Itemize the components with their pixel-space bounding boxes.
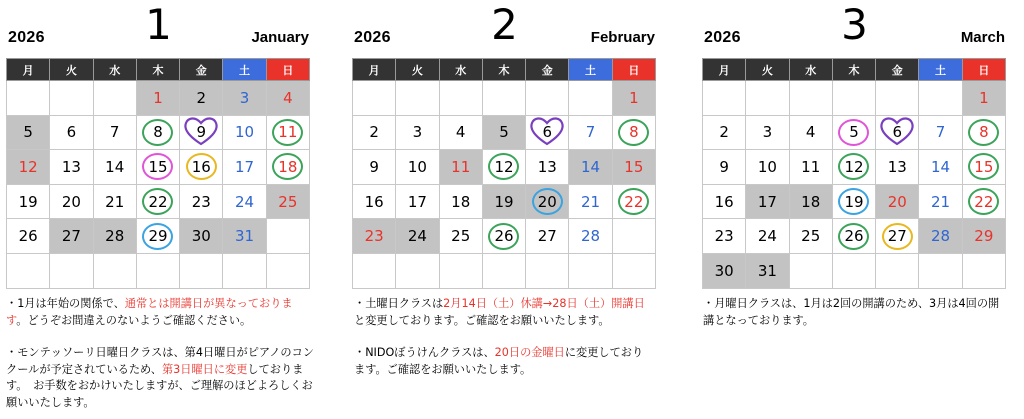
day-number: 15 xyxy=(148,157,168,176)
day-number: 7 xyxy=(585,123,596,142)
week-row xyxy=(703,81,1006,116)
note-text: ・NIDOぼうけんクラスは、 xyxy=(354,346,495,359)
week-row xyxy=(703,219,1006,254)
day-number: 6 xyxy=(66,123,77,142)
day-number: 1 xyxy=(629,88,639,107)
day-cell xyxy=(569,150,612,185)
day-cell xyxy=(919,81,962,116)
month-name: March xyxy=(960,29,1005,46)
day-cell xyxy=(353,150,396,185)
day-cell xyxy=(876,184,919,219)
day-cell xyxy=(789,115,832,150)
day-cell xyxy=(919,219,962,254)
day-cell xyxy=(266,184,309,219)
day-number: 24 xyxy=(235,192,255,211)
day-number: 12 xyxy=(844,157,864,176)
day-cell xyxy=(703,81,746,116)
day-cell xyxy=(919,115,962,150)
day-cell xyxy=(876,219,919,254)
day-number: 19 xyxy=(494,192,514,211)
day-cell xyxy=(569,253,612,288)
day-cell xyxy=(353,253,396,288)
day-cell xyxy=(703,253,746,288)
day-number: 18 xyxy=(451,192,471,211)
week-row xyxy=(703,184,1006,219)
day-cell xyxy=(612,253,655,288)
weekday-header: 火 xyxy=(50,59,93,81)
week-row xyxy=(353,184,656,219)
week-row xyxy=(7,150,310,185)
day-number: 30 xyxy=(714,261,734,280)
day-cell xyxy=(703,115,746,150)
day-cell xyxy=(569,184,612,219)
day-number: 2 xyxy=(719,123,729,142)
day-cell xyxy=(266,150,309,185)
day-cell xyxy=(919,150,962,185)
day-number: 9 xyxy=(369,157,379,176)
week-row xyxy=(7,219,310,254)
day-cell xyxy=(962,115,1005,150)
day-number: 14 xyxy=(105,157,125,176)
day-number: 17 xyxy=(407,192,427,211)
day-cell xyxy=(266,219,309,254)
weekday-header: 日 xyxy=(266,59,309,81)
day-cell xyxy=(353,115,396,150)
day-number: 12 xyxy=(18,157,38,176)
day-cell xyxy=(482,219,525,254)
note-paragraph xyxy=(354,345,650,378)
day-cell xyxy=(612,115,655,150)
day-cell xyxy=(223,253,266,288)
day-number: 14 xyxy=(931,157,951,176)
day-cell xyxy=(962,219,1005,254)
day-number: 16 xyxy=(364,192,384,211)
day-cell xyxy=(569,115,612,150)
day-cell xyxy=(703,219,746,254)
day-cell xyxy=(439,115,482,150)
day-number: 13 xyxy=(61,157,81,176)
day-cell xyxy=(136,219,179,254)
weekday-header: 日 xyxy=(612,59,655,81)
day-cell xyxy=(703,150,746,185)
day-cell xyxy=(439,81,482,116)
day-cell xyxy=(7,115,50,150)
day-cell xyxy=(223,81,266,116)
notes-january xyxy=(6,296,314,419)
day-cell xyxy=(7,150,50,185)
note-text: 。どうぞお間違えのないようご確認ください。 xyxy=(16,313,252,327)
weekday-header: 土 xyxy=(223,59,266,81)
day-number: 15 xyxy=(624,157,644,176)
day-cell xyxy=(482,253,525,288)
calendar-grid xyxy=(352,58,656,289)
day-cell xyxy=(832,184,875,219)
note-text: と変更しております。ご確認をお願いいたします。 xyxy=(354,313,610,327)
note-text: ・月曜日クラスは、1月は2回の開講のため、3月は4回の開講となっております。 xyxy=(703,297,1000,327)
note-highlight: 第3日曜日に変更 xyxy=(161,362,248,376)
day-cell xyxy=(50,184,93,219)
day-cell xyxy=(93,81,136,116)
week-row xyxy=(353,115,656,150)
day-cell xyxy=(439,219,482,254)
day-cell xyxy=(223,115,266,150)
week-row xyxy=(353,219,656,254)
day-cell xyxy=(746,219,789,254)
day-number: 21 xyxy=(105,192,125,211)
note-highlight: 通常とは開講日が異なってお xyxy=(124,297,271,310)
day-cell xyxy=(353,219,396,254)
day-number: 9 xyxy=(719,157,729,176)
note-text: ・モンテッソーリ日曜日クラスは、第4日曜日がピアノのコンクールが予定されているため、 xyxy=(6,346,314,376)
day-cell xyxy=(746,253,789,288)
day-number: 8 xyxy=(629,123,639,142)
day-cell xyxy=(7,253,50,288)
day-number: 1 xyxy=(153,88,163,107)
day-cell xyxy=(353,81,396,116)
day-cell xyxy=(93,253,136,288)
day-number: 22 xyxy=(974,192,994,211)
day-cell xyxy=(876,253,919,288)
month-name: February xyxy=(590,29,655,46)
day-number: 17 xyxy=(235,157,255,176)
day-cell xyxy=(526,115,569,150)
day-cell xyxy=(266,81,309,116)
day-cell xyxy=(962,253,1005,288)
year-label: 2026 xyxy=(354,29,391,46)
day-cell xyxy=(7,81,50,116)
weekday-header: 土 xyxy=(569,59,612,81)
day-number: 22 xyxy=(624,192,644,211)
day-cell xyxy=(396,150,439,185)
day-cell xyxy=(832,253,875,288)
day-number: 21 xyxy=(581,192,601,211)
day-cell xyxy=(223,219,266,254)
note-highlight: 20日の金曜日 xyxy=(494,346,565,359)
week-row xyxy=(353,81,656,116)
week-row xyxy=(353,150,656,185)
weekday-header: 月 xyxy=(7,59,50,81)
day-number: 19 xyxy=(18,192,38,211)
day-cell xyxy=(876,115,919,150)
calendar-march xyxy=(702,0,1007,419)
month-number: 3 xyxy=(841,0,868,49)
day-number: 24 xyxy=(407,227,427,246)
day-cell xyxy=(136,150,179,185)
week-row xyxy=(7,115,310,150)
day-number: 28 xyxy=(581,227,601,246)
day-cell xyxy=(919,184,962,219)
day-number: 10 xyxy=(235,123,255,142)
day-cell xyxy=(746,115,789,150)
day-number: 11 xyxy=(801,157,821,176)
day-number: 25 xyxy=(451,227,471,246)
week-row xyxy=(703,253,1006,288)
day-number: 18 xyxy=(278,157,298,176)
day-number: 8 xyxy=(153,123,163,142)
day-number: 21 xyxy=(931,192,951,211)
weekday-header: 水 xyxy=(93,59,136,81)
day-cell xyxy=(526,219,569,254)
day-cell xyxy=(789,150,832,185)
week-row xyxy=(703,150,1006,185)
calendar-grid xyxy=(702,58,1006,289)
day-number: 25 xyxy=(801,227,821,246)
day-cell xyxy=(180,184,223,219)
day-cell xyxy=(93,150,136,185)
weekday-header: 木 xyxy=(482,59,525,81)
day-cell xyxy=(746,150,789,185)
day-cell xyxy=(789,184,832,219)
day-number: 2 xyxy=(369,123,379,142)
day-number: 10 xyxy=(407,157,427,176)
month-number: 2 xyxy=(491,0,518,49)
day-cell xyxy=(526,184,569,219)
day-cell xyxy=(93,219,136,254)
day-cell xyxy=(832,81,875,116)
day-number: 2 xyxy=(196,88,207,107)
weekday-header: 木 xyxy=(136,59,179,81)
weekday-header: 月 xyxy=(703,59,746,81)
weekday-header: 水 xyxy=(439,59,482,81)
day-cell xyxy=(526,150,569,185)
day-cell xyxy=(136,81,179,116)
day-cell xyxy=(396,184,439,219)
year-label: 2026 xyxy=(704,29,741,46)
day-cell xyxy=(396,115,439,150)
day-number: 4 xyxy=(283,88,293,107)
weekday-header: 土 xyxy=(919,59,962,81)
note-paragraph xyxy=(703,296,1003,329)
week-row xyxy=(7,81,310,116)
day-cell xyxy=(832,150,875,185)
day-number: 24 xyxy=(757,227,777,246)
day-number: 23 xyxy=(191,192,211,211)
note-text: に変更しております。ご確認をお願いいたします。 xyxy=(354,346,644,376)
day-cell xyxy=(266,115,309,150)
day-number: 14 xyxy=(581,157,601,176)
day-number: 31 xyxy=(757,261,777,280)
note-highlight: 2月14日（土）休講→28日（土）開講日 xyxy=(443,297,645,310)
calendar-grid xyxy=(6,58,310,289)
day-number: 5 xyxy=(499,123,509,142)
month-name: January xyxy=(251,29,309,46)
day-number: 6 xyxy=(892,123,903,142)
week-row xyxy=(353,253,656,288)
weekday-header: 金 xyxy=(526,59,569,81)
year-label: 2026 xyxy=(8,29,45,46)
day-number: 9 xyxy=(196,123,207,142)
month-number: 1 xyxy=(145,0,172,49)
day-number: 8 xyxy=(979,123,989,142)
day-cell xyxy=(180,150,223,185)
day-cell xyxy=(482,150,525,185)
day-cell xyxy=(266,253,309,288)
day-number: 13 xyxy=(887,157,907,176)
note-paragraph xyxy=(6,296,314,329)
day-cell xyxy=(136,115,179,150)
day-cell xyxy=(789,253,832,288)
day-cell xyxy=(136,253,179,288)
day-number: 5 xyxy=(849,123,859,142)
day-number: 27 xyxy=(61,227,81,246)
day-number: 17 xyxy=(757,192,777,211)
day-number: 10 xyxy=(757,157,777,176)
day-cell xyxy=(93,184,136,219)
day-number: 3 xyxy=(239,88,250,107)
day-cell xyxy=(93,115,136,150)
weekday-header: 水 xyxy=(789,59,832,81)
weekday-header: 金 xyxy=(876,59,919,81)
day-number: 3 xyxy=(412,123,423,142)
day-cell xyxy=(526,253,569,288)
day-cell xyxy=(7,184,50,219)
day-number: 12 xyxy=(494,157,514,176)
day-cell xyxy=(703,184,746,219)
day-cell xyxy=(136,184,179,219)
day-cell xyxy=(396,219,439,254)
day-cell xyxy=(50,219,93,254)
day-cell xyxy=(180,253,223,288)
day-cell xyxy=(50,150,93,185)
day-number: 16 xyxy=(714,192,734,211)
day-cell xyxy=(223,150,266,185)
day-cell xyxy=(569,81,612,116)
weekday-header: 月 xyxy=(353,59,396,81)
day-cell xyxy=(180,115,223,150)
day-number: 6 xyxy=(542,123,553,142)
week-row xyxy=(703,115,1006,150)
weekday-header: 金 xyxy=(180,59,223,81)
day-number: 11 xyxy=(451,157,471,176)
day-number: 5 xyxy=(23,123,33,142)
day-cell xyxy=(526,81,569,116)
day-cell xyxy=(612,184,655,219)
day-cell xyxy=(569,219,612,254)
day-cell xyxy=(482,115,525,150)
day-number: 30 xyxy=(191,227,211,246)
day-cell xyxy=(482,81,525,116)
notes-february xyxy=(354,296,650,394)
day-number: 29 xyxy=(148,227,168,246)
note-paragraph xyxy=(6,345,314,411)
day-cell xyxy=(482,184,525,219)
day-number: 1 xyxy=(979,88,989,107)
day-cell xyxy=(612,150,655,185)
note-text: ・1月は年始の関係で、 xyxy=(6,297,125,310)
day-number: 11 xyxy=(278,123,298,142)
day-number: 4 xyxy=(805,123,816,142)
day-cell xyxy=(962,81,1005,116)
day-number: 28 xyxy=(931,227,951,246)
day-number: 22 xyxy=(148,192,168,211)
day-number: 23 xyxy=(364,227,384,246)
day-cell xyxy=(612,81,655,116)
day-number: 15 xyxy=(974,157,994,176)
day-number: 26 xyxy=(18,227,38,246)
day-cell xyxy=(396,81,439,116)
day-cell xyxy=(832,115,875,150)
day-number: 31 xyxy=(235,227,255,246)
day-number: 27 xyxy=(537,227,557,246)
day-cell xyxy=(439,184,482,219)
day-cell xyxy=(353,184,396,219)
day-cell xyxy=(439,150,482,185)
day-cell xyxy=(789,219,832,254)
weekday-header: 日 xyxy=(962,59,1005,81)
day-cell xyxy=(396,253,439,288)
week-row xyxy=(7,253,310,288)
day-number: 29 xyxy=(974,227,994,246)
note-paragraph xyxy=(354,296,650,329)
weekday-header: 火 xyxy=(746,59,789,81)
day-number: 19 xyxy=(844,192,864,211)
day-cell xyxy=(746,81,789,116)
day-cell xyxy=(612,219,655,254)
day-cell xyxy=(180,81,223,116)
day-cell xyxy=(919,253,962,288)
day-cell xyxy=(789,81,832,116)
day-number: 26 xyxy=(844,227,864,246)
day-cell xyxy=(50,81,93,116)
day-cell xyxy=(876,150,919,185)
day-number: 7 xyxy=(109,123,120,142)
day-cell xyxy=(962,184,1005,219)
week-row xyxy=(7,184,310,219)
day-number: 26 xyxy=(494,227,514,246)
note-highlight: ります xyxy=(6,297,293,327)
day-cell xyxy=(50,115,93,150)
day-cell xyxy=(439,253,482,288)
day-number: 7 xyxy=(935,123,946,142)
day-number: 16 xyxy=(191,157,211,176)
day-number: 28 xyxy=(105,227,125,246)
day-cell xyxy=(876,81,919,116)
day-cell xyxy=(223,184,266,219)
day-number: 3 xyxy=(762,123,773,142)
weekday-header: 木 xyxy=(832,59,875,81)
day-number: 20 xyxy=(887,192,907,211)
day-number: 4 xyxy=(455,123,466,142)
day-cell xyxy=(180,219,223,254)
day-cell xyxy=(962,150,1005,185)
notes-march xyxy=(703,296,1003,345)
day-cell xyxy=(746,184,789,219)
note-text: ・土曜日クラスは xyxy=(354,297,444,310)
day-cell xyxy=(50,253,93,288)
weekday-header: 火 xyxy=(396,59,439,81)
day-cell xyxy=(7,219,50,254)
day-number: 27 xyxy=(887,227,907,246)
day-number: 18 xyxy=(801,192,821,211)
day-number: 20 xyxy=(61,192,81,211)
day-number: 23 xyxy=(714,227,734,246)
day-number: 13 xyxy=(537,157,557,176)
note-text: しております。 お手数をおかけいたしますが、ご理解のほどよろしくお願いいたします。 xyxy=(6,362,313,409)
day-number: 25 xyxy=(278,192,298,211)
day-cell xyxy=(832,219,875,254)
day-number: 20 xyxy=(537,192,557,211)
